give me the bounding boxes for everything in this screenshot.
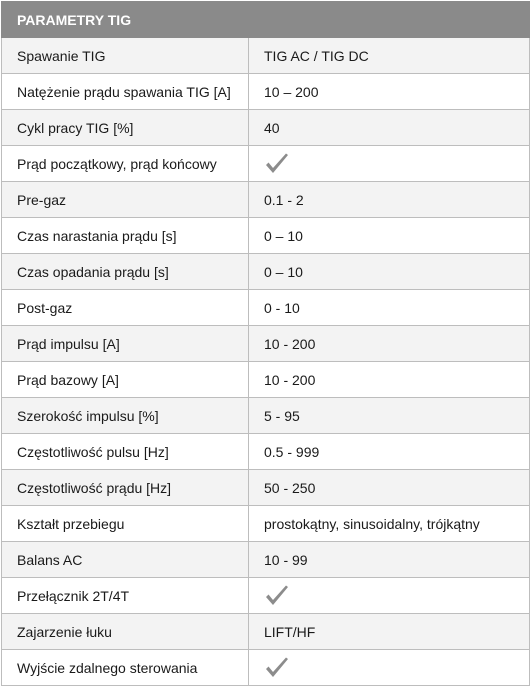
row-label: Przełącznik 2T/4T	[2, 578, 249, 614]
row-label: Post-gaz	[2, 290, 249, 326]
table-row	[2, 74, 530, 110]
row-value: 10 - 200	[249, 362, 530, 398]
table-row	[2, 362, 530, 398]
table-header-blank	[249, 2, 530, 38]
row-value: 40	[249, 110, 530, 146]
row-label: Czas opadania prądu [s]	[2, 254, 249, 290]
row-label: Szerokość impulsu [%]	[2, 398, 249, 434]
table-row	[2, 470, 530, 506]
row-label: Prąd impulsu [A]	[2, 326, 249, 362]
row-value: 5 - 95	[249, 398, 530, 434]
row-label: Częstotliwość pulsu [Hz]	[2, 434, 249, 470]
row-label: Natężenie prądu spawania TIG [A]	[2, 74, 249, 110]
row-value: LIFT/HF	[249, 614, 530, 650]
row-label: Zajarzenie łuku	[2, 614, 249, 650]
row-value	[249, 146, 530, 182]
check-icon	[264, 656, 290, 680]
row-label: Pre-gaz	[2, 182, 249, 218]
table-row	[2, 110, 530, 146]
table-body	[2, 2, 530, 686]
table-row	[2, 398, 530, 434]
table-row	[2, 38, 530, 74]
row-label: Balans AC	[2, 542, 249, 578]
table-row	[2, 434, 530, 470]
table-row	[2, 182, 530, 218]
row-label: Prąd bazowy [A]	[2, 362, 249, 398]
table-row	[2, 578, 530, 614]
table-header-row	[2, 2, 530, 38]
row-value	[249, 578, 530, 614]
table-header-title: PARAMETRY TIG	[2, 2, 249, 38]
row-label: Częstotliwość prądu [Hz]	[2, 470, 249, 506]
row-value: 10 - 99	[249, 542, 530, 578]
row-value: 10 - 200	[249, 326, 530, 362]
row-value: 0 – 10	[249, 254, 530, 290]
table-row	[2, 506, 530, 542]
row-value: 10 – 200	[249, 74, 530, 110]
check-icon	[264, 152, 290, 176]
row-label: Spawanie TIG	[2, 38, 249, 74]
table-row	[2, 254, 530, 290]
row-value: 50 - 250	[249, 470, 530, 506]
row-value: TIG AC / TIG DC	[249, 38, 530, 74]
tig-parameters-table	[1, 1, 530, 686]
row-value: prostokątny, sinusoidalny, trójkątny	[249, 506, 530, 542]
table-row	[2, 614, 530, 650]
check-icon	[264, 584, 290, 608]
row-label: Cykl pracy TIG [%]	[2, 110, 249, 146]
row-label: Wyjście zdalnego sterowania	[2, 650, 249, 686]
row-label: Kształt przebiegu	[2, 506, 249, 542]
table-row	[2, 218, 530, 254]
row-value: 0 - 10	[249, 290, 530, 326]
row-label: Prąd początkowy, prąd końcowy	[2, 146, 249, 182]
row-label: Czas narastania prądu [s]	[2, 218, 249, 254]
row-value: 0.1 - 2	[249, 182, 530, 218]
row-value: 0 – 10	[249, 218, 530, 254]
table-row	[2, 290, 530, 326]
row-value	[249, 650, 530, 686]
table-row	[2, 146, 530, 182]
table-row	[2, 326, 530, 362]
row-value: 0.5 - 999	[249, 434, 530, 470]
table-row	[2, 650, 530, 686]
table-row	[2, 542, 530, 578]
